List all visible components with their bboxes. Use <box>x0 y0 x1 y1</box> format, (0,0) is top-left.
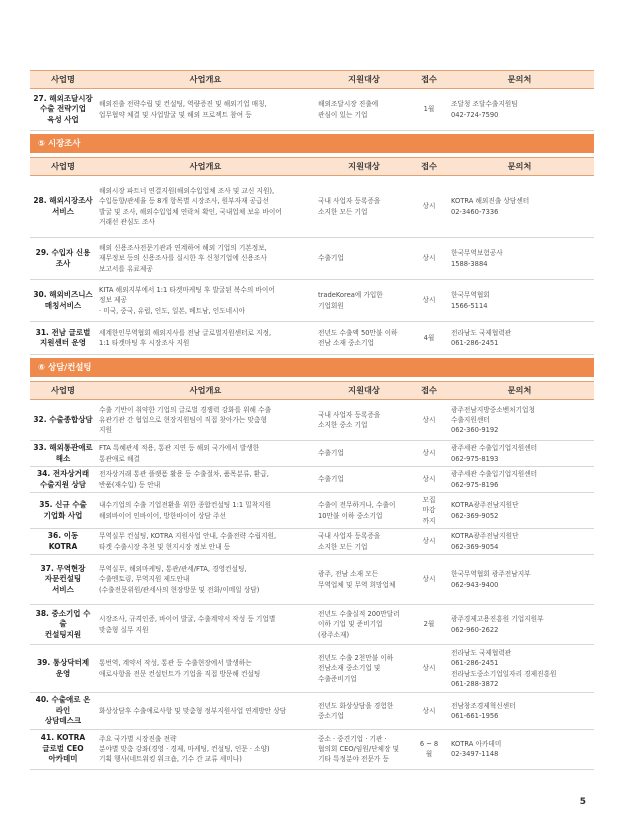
program-name-cell: 39. 통상닥터제 운영 <box>30 645 96 693</box>
table-row <box>30 238 594 280</box>
program-name-cell: 36. 이동 KOTRA <box>30 529 96 555</box>
table-row <box>30 555 594 605</box>
header-overview: 사업개요 <box>96 158 315 176</box>
application-period-cell: 상시 <box>413 467 445 493</box>
contact-cell: 전라남도 국제협력관 061-286-2451 <box>445 322 594 355</box>
table-row <box>30 400 594 441</box>
header-eligibility: 지원대상 <box>315 382 413 400</box>
program-name-cell: 40. 수출애로 온라인 상담데스크 <box>30 693 96 730</box>
header-application: 접수 <box>413 158 445 176</box>
overview-cell: KITA 해외지부에서 1:1 타겟마케팅 후 발굴된 복수의 바이어 정보 제공 · 미국, 중국, 유럽, 인도, 일본, 베트남, 인도네시아 <box>96 280 315 322</box>
application-period-cell: 6 ~ 8 월 <box>413 729 445 769</box>
contact-cell: 광주세관 수출입기업지원센터 062-975-8196 <box>445 467 594 493</box>
application-period-cell: 상시 <box>413 280 445 322</box>
table-row <box>30 467 594 493</box>
table-row <box>30 693 594 730</box>
table-row <box>30 729 594 769</box>
eligibility-cell: 전년도 수출 2천만불 이하 전남소재 중소기업 및 수출준비기업 <box>315 645 413 693</box>
table-row <box>30 89 594 131</box>
overview-cell: 시장조사, 규격인증, 바이어 발굴, 수출계약서 작성 등 기업별 맞춤형 실무 지원 <box>96 605 315 645</box>
header-overview: 사업개요 <box>96 71 315 89</box>
header-eligibility: 지원대상 <box>315 71 413 89</box>
section-consulting: ⑥ 상담/컨설팅 <box>30 358 594 377</box>
table-row <box>30 322 594 355</box>
header-contact: 문의처 <box>445 158 594 176</box>
header-application: 접수 <box>413 382 445 400</box>
program-name-cell: 37. 무역현장 자문컨설팅 서비스 <box>30 555 96 605</box>
overview-cell: 해외 신용조사전문기관과 연계하여 해외 기업의 기본정보, 재무정보 등의 신용조사를 실시한 후 신청기업에 신용조사 보고서를 유료제공 <box>96 238 315 280</box>
contact-cell: 조달청 조달수출지원팀 042-724-7590 <box>445 89 594 131</box>
application-period-cell: 상시 <box>413 238 445 280</box>
page-content <box>30 70 594 770</box>
table-row <box>30 645 594 693</box>
header-contact: 문의처 <box>445 382 594 400</box>
application-period-cell: 상시 <box>413 529 445 555</box>
eligibility-cell: 국내 사업자 등록증을 소지한 중소 기업 <box>315 400 413 441</box>
contact-cell: 한국무역협회 광주전남지부 062-943-9400 <box>445 555 594 605</box>
overview-cell: 해외시장 파트너 연결지원(해외수입업체 조사 및 교신 지원), 수입동향/관세율 등 8개 항목별 시장조사, 원부자재 공급선 발굴 및 조사, 해외수입업체 연락처 확인, 국내업체 보유 바이어 거래선 관심도 조사 <box>96 176 315 238</box>
application-period-cell: 2월 <box>413 605 445 645</box>
application-period-cell: 상시 <box>413 441 445 467</box>
program-name-cell: 27. 해외조달시장 수출 전략기업 육성 사업 <box>30 89 96 131</box>
eligibility-cell: 수출기업 <box>315 467 413 493</box>
table-header-row <box>30 158 594 176</box>
header-program-name: 사업명 <box>30 158 96 176</box>
table-export-strategy <box>30 70 594 131</box>
overview-cell: 통번역, 계약서 작성, 통관 등 수출현장에서 발생하는 애로사항을 전문 컨설턴트가 기업을 직접 방문해 컨설팅 <box>96 645 315 693</box>
table-consulting <box>30 381 594 770</box>
application-period-cell: 상시 <box>413 555 445 605</box>
eligibility-cell: 전년도 수출실적 200만달러 이하 기업 및 준비기업 (광주소재) <box>315 605 413 645</box>
overview-cell: 무역실무 컨설팅, KOTRA 지원사업 안내, 수출전략 수립지원, 타겟 수출시장 추천 및 현지시장 정보 안내 등 <box>96 529 315 555</box>
application-period-cell: 상시 <box>413 400 445 441</box>
contact-cell: 한국무역협회 1566-5114 <box>445 280 594 322</box>
overview-cell: 화상상담후 수출애로사항 및 맞춤형 정부지원사업 연계방안 상담 <box>96 693 315 730</box>
eligibility-cell: 수출기업 <box>315 441 413 467</box>
contact-cell: 광주세관 수출입기업지원센터 062-975-8193 <box>445 441 594 467</box>
contact-cell: 광주전남지방중소벤처기업청 수출지원센터 062-360-9192 <box>445 400 594 441</box>
contact-cell: KOTRA 아카데미 02-3497-1148 <box>445 729 594 769</box>
eligibility-cell: 해외조달시장 진출에 관심이 있는 기업 <box>315 89 413 131</box>
program-name-cell: 28. 해외시장조사 서비스 <box>30 176 96 238</box>
overview-cell: FTA 특혜관세 적용, 통관 지연 등 해외 국가에서 발생한 통관애로 해결 <box>96 441 315 467</box>
application-period-cell: 상시 <box>413 645 445 693</box>
table-market-research <box>30 157 594 355</box>
contact-cell: KOTRA광주전남지원단 062-369-9054 <box>445 529 594 555</box>
eligibility-cell: 국내 사업자 등록증을 소지한 모든 기업 <box>315 176 413 238</box>
table-row <box>30 176 594 238</box>
eligibility-cell: 수출기업 <box>315 238 413 280</box>
program-name-cell: 29. 수입자 신용 조사 <box>30 238 96 280</box>
header-contact: 문의처 <box>445 71 594 89</box>
overview-cell: 세계한인무역협회 해외지사를 전남 글로벌지원센터로 지정, 1:1 타겟마팅 후 시장조사 지원 <box>96 322 315 355</box>
eligibility-cell: 광주, 전남 소재 모든 무역업체 및 무역 희망업체 <box>315 555 413 605</box>
eligibility-cell: 전년도 수출액 50만불 이하 전남 소재 중소기업 <box>315 322 413 355</box>
table-row <box>30 441 594 467</box>
application-period-cell: 상시 <box>413 693 445 730</box>
overview-cell: 수출 기반이 취약한 기업의 글로벌 경쟁력 강화를 위해 수출 유관기관 간 협업으로 현장지원팀이 직접 찾아가는 맞춤형 지원 <box>96 400 315 441</box>
program-name-cell: 34. 전자상거래 수출지원 상담 <box>30 467 96 493</box>
overview-cell: 해외진출 전략수립 및 컨설팅, 역량증진 및 해외기업 매칭, 업무협약 체결 및 사업발굴 및 해외 프로젝트 참여 등 <box>96 89 315 131</box>
contact-cell: 전남창조경제혁신센터 061-661-1956 <box>445 693 594 730</box>
overview-cell: 무역실무, 해외마케팅, 통관/관세/FTA, 경영컨설팅, 수출멘토링, 무역지원 제도안내 (수출전문위원/관세사의 현장방문 및 전화/이메일 상담) <box>96 555 315 605</box>
header-application: 접수 <box>413 71 445 89</box>
header-overview: 사업개요 <box>96 382 315 400</box>
section-market-research: ⑤ 시장조사 <box>30 134 594 153</box>
table-row <box>30 529 594 555</box>
header-eligibility: 지원대상 <box>315 158 413 176</box>
contact-cell: 광주경제고용진흥원 기업지원부 062-960-2622 <box>445 605 594 645</box>
eligibility-cell: 수출이 전무하거나, 수출이 10만불 이하 중소기업 <box>315 493 413 529</box>
eligibility-cell: tradeKorea에 가입한 기업회원 <box>315 280 413 322</box>
contact-cell: KOTRA 해외진출 상담센터 02-3460-7336 <box>445 176 594 238</box>
application-period-cell: 4월 <box>413 322 445 355</box>
program-name-cell: 41. KOTRA 글로벌 CEO 아카데미 <box>30 729 96 769</box>
application-period-cell: 모집 마감 까지 <box>413 493 445 529</box>
program-name-cell: 38. 중소기업 수출 컨설팅지원 <box>30 605 96 645</box>
page-number: 5 <box>579 797 586 807</box>
table-row <box>30 493 594 529</box>
program-name-cell: 35. 신규 수출 기업화 사업 <box>30 493 96 529</box>
eligibility-cell: 전년도 화상상담을 경험한 중소기업 <box>315 693 413 730</box>
overview-cell: 주요 국가별 시장진출 전략 분야별 맞춤 강좌(경영 · 경제, 마케팅, 컨설팅, 인문 · 소양) 기획 행사(네트워킹 워크숍, 기수 간 교류 세미나) <box>96 729 315 769</box>
header-program-name: 사업명 <box>30 382 96 400</box>
program-name-cell: 33. 해외통관애로 해소 <box>30 441 96 467</box>
contact-cell: 전라남도 국제협력관 061-286-2451 전라남도중소기업일자리 경제진흥원 061-288-3872 <box>445 645 594 693</box>
application-period-cell: 상시 <box>413 176 445 238</box>
table-row <box>30 280 594 322</box>
application-period-cell: 1월 <box>413 89 445 131</box>
program-name-cell: 31. 전남 글로벌 지원센터 운영 <box>30 322 96 355</box>
contact-cell: KOTRA광주전남지원단 062-369-9052 <box>445 493 594 529</box>
table-header-row <box>30 382 594 400</box>
table-row <box>30 605 594 645</box>
contact-cell: 한국무역보험공사 1588-3884 <box>445 238 594 280</box>
overview-cell: 내수기업의 수출 기업전환을 위한 종합컨설팅 1:1 밀착지원 해외바이어 인바이어, 방한바이어 상담 주선 <box>96 493 315 529</box>
eligibility-cell: 국내 사업자 등록증을 소지한 모든 기업 <box>315 529 413 555</box>
table-header-row <box>30 71 594 89</box>
header-program-name: 사업명 <box>30 71 96 89</box>
program-name-cell: 30. 해외비즈니스 매칭서비스 <box>30 280 96 322</box>
eligibility-cell: 중소 · 중견기업 · 기관 · 협의회 CEO/임원/단체장 및 기타 특정분야 전문가 등 <box>315 729 413 769</box>
overview-cell: 전자상거래 통관 플랫폼 활용 등 수출절차, 품목분류, 환급, 반품(재수입) 등 안내 <box>96 467 315 493</box>
program-name-cell: 32. 수출종합상담 <box>30 400 96 441</box>
